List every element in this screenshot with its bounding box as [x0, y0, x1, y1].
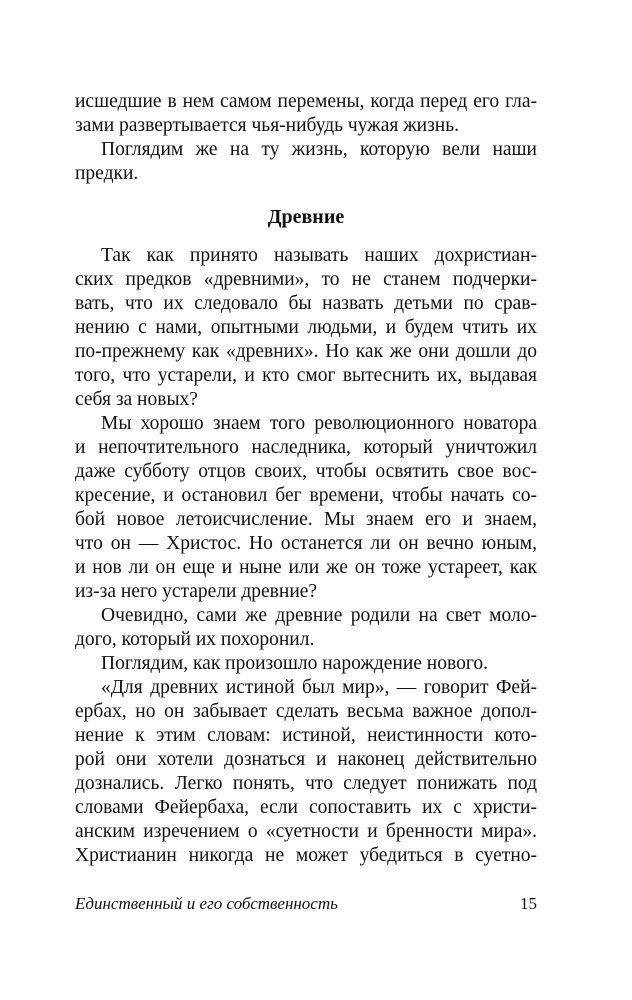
text-line: дознались. Легко понять, что следует понижать под: [75, 773, 537, 794]
text-line: того, что устарели, и кто смог вытеснить их, выдавая: [75, 365, 537, 386]
running-footer-title: Единственный и его собственность: [75, 894, 338, 913]
text-line: словами Фейербаха, если сопоставить их с христи-: [75, 797, 537, 818]
text-line: из-за него устарели древние?: [75, 581, 318, 602]
text-line: даже субботу отцов своих, чтобы освятить свое вос-: [75, 461, 537, 482]
text-line: рой они хотели дознаться и наконец действительно: [75, 749, 537, 770]
text-line: нение к этим словам: истиной, неистинности кото-: [75, 725, 537, 746]
text-line: по-прежнему как «древних». Но как же они дошли до: [75, 341, 537, 362]
paragraph-start-line: Поглядим, как произошло нарождение нового.: [101, 653, 488, 674]
text-line: кресение, и остановил бег времени, чтобы начать со-: [75, 485, 537, 506]
paragraph-start-line: Поглядим же на ту жизнь, которую вели наши: [101, 139, 537, 160]
text-line: и непочтительного наследника, который уничтожил: [75, 437, 537, 458]
page-number: 15: [520, 894, 537, 913]
paragraph-start-line: Мы хорошо знаем того революционного новатора: [101, 413, 537, 434]
text-line: и нов ли он еще и ныне или же он тоже устареет, как: [75, 557, 537, 578]
text-line: бой новое летоисчисление. Мы знаем его и знаем,: [75, 509, 537, 530]
text-line: предки.: [75, 163, 139, 184]
text-line: Христианин никогда не может убедиться в суетно-: [75, 845, 537, 866]
text-line: ербах, но он забывает сделать весьма важное допол-: [75, 701, 537, 722]
paragraph-start-line: «Для древних истиной был мир», — говорит Фей-: [101, 677, 537, 698]
text-line: что он — Христос. Но останется ли он вечно юным,: [75, 533, 537, 554]
paragraph-start-line: Так как принято называть наших дохристиан-: [101, 245, 537, 266]
text-line: нению с нами, опытными людьми, и будем чтить их: [75, 317, 537, 338]
text-line: себя за новых?: [75, 389, 198, 410]
text-line: анским изречением о «суетности и бренности мира».: [75, 821, 537, 842]
paragraph-start-line: Очевидно, сами же древние родили на свет моло-: [101, 605, 537, 626]
text-line: исшедшие в нем самом перемены, когда перед его гла-: [75, 91, 537, 112]
text-line: дого, который их похоронил.: [75, 629, 315, 650]
text-line: ских предков «древними», то не станем подчерки-: [75, 269, 537, 290]
text-line: вать, что их следовало бы назвать детьми по срав-: [75, 293, 537, 314]
section-heading: Древние: [267, 206, 345, 228]
text-line: зами развертывается чья-нибудь чужая жизнь.: [75, 115, 460, 136]
